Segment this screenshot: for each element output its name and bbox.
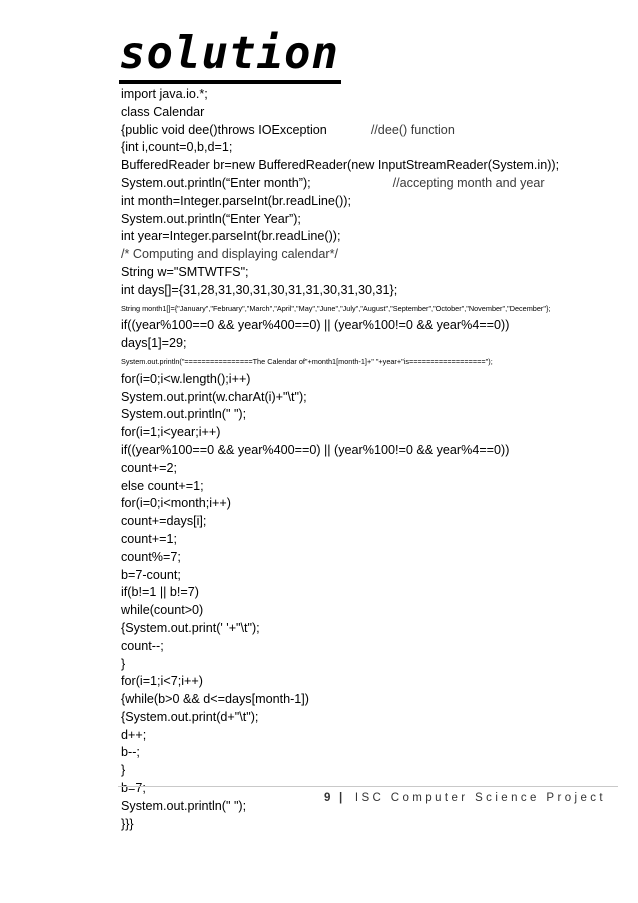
footer-divider [118, 786, 618, 787]
code-line: int days[]={31,28,31,30,31,30,31,31,30,31,30,31}; [121, 282, 398, 297]
code-line: for(i=1;i<year;i++) [121, 425, 221, 440]
page-title: solution [119, 28, 341, 84]
code-comment: //accepting month and year [392, 175, 545, 190]
code-line: {while(b>0 && d<=days[month-1]) [121, 692, 309, 707]
code-line: if((year%100==0 && year%400==0) || (year%100!=0 && year%4==0)) [121, 442, 510, 457]
code-line: System.out.print(w.charAt(i)+"\t"); [121, 389, 307, 404]
code-line: int year=Integer.parseInt(br.readLine()); [121, 229, 341, 244]
footer-separator: | [339, 792, 343, 804]
code-line: b=7; [121, 781, 146, 796]
code-line: {System.out.print(' '+"\t"); [121, 620, 260, 635]
code-listing [121, 86, 616, 833]
code-line: count+=2; [121, 460, 178, 475]
code-line [121, 175, 616, 193]
project-title: ISC Computer Science Project [354, 792, 606, 804]
code-line: count%=7; [121, 549, 181, 564]
code-line: while(count>0) [121, 603, 204, 618]
code-line: for(i=0;i<w.length();i++) [121, 371, 251, 386]
code-line: } [121, 763, 126, 778]
code-line: for(i=0;i<month;i++) [121, 496, 231, 511]
code-line: d++; [121, 727, 147, 742]
code-line [121, 122, 616, 140]
code-line: if((year%100==0 && year%400==0) || (year%100!=0 && year%4==0)) [121, 318, 510, 333]
code-line: b--; [121, 745, 140, 760]
code-text: System.out.println(“Enter month”); [121, 175, 311, 190]
code-line: System.out.println(“Enter Year”); [121, 211, 301, 226]
code-line: count--; [121, 638, 164, 653]
code-line: } [121, 656, 126, 671]
code-line: count+=days[i]; [121, 514, 207, 529]
code-line: }}} [121, 816, 134, 831]
code-line: int month=Integer.parseInt(br.readLine()); [121, 193, 351, 208]
code-line: BufferedReader br=new BufferedReader(new InputStreamReader(System.in)); [121, 158, 560, 173]
code-line: {System.out.print(d+"\t"); [121, 709, 259, 724]
code-line: else count+=1; [121, 478, 204, 493]
code-line: class Calendar [121, 104, 205, 119]
code-line: b=7-count; [121, 567, 181, 582]
code-line: String w="SMTWTFS"; [121, 264, 249, 279]
code-line: for(i=1;i<7;i++) [121, 674, 203, 689]
code-line: count+=1; [121, 531, 178, 546]
code-line: days[1]=29; [121, 336, 187, 351]
code-line: import java.io.*; [121, 87, 208, 101]
code-comment: //dee() function [370, 122, 455, 137]
page-footer [324, 792, 606, 804]
code-line: {int i,count=0,b,d=1; [121, 140, 233, 155]
code-line: System.out.println("================The Calendar of"+month1[month-1]+" "+year+"is=================="); [121, 356, 493, 366]
code-comment-line: /* Computing and displaying calendar*/ [121, 247, 339, 262]
page-number: 9 [324, 792, 331, 804]
code-text: {public void dee()throws IOException [121, 122, 327, 137]
code-line: if(b!=1 || b!=7) [121, 585, 199, 600]
code-line: System.out.println(" "); [121, 407, 247, 422]
code-line: String month1[]={"January","February","March","April","May","June","July","August","September","October","November","December"}; [121, 303, 551, 313]
code-line: System.out.println(" "); [121, 798, 247, 813]
